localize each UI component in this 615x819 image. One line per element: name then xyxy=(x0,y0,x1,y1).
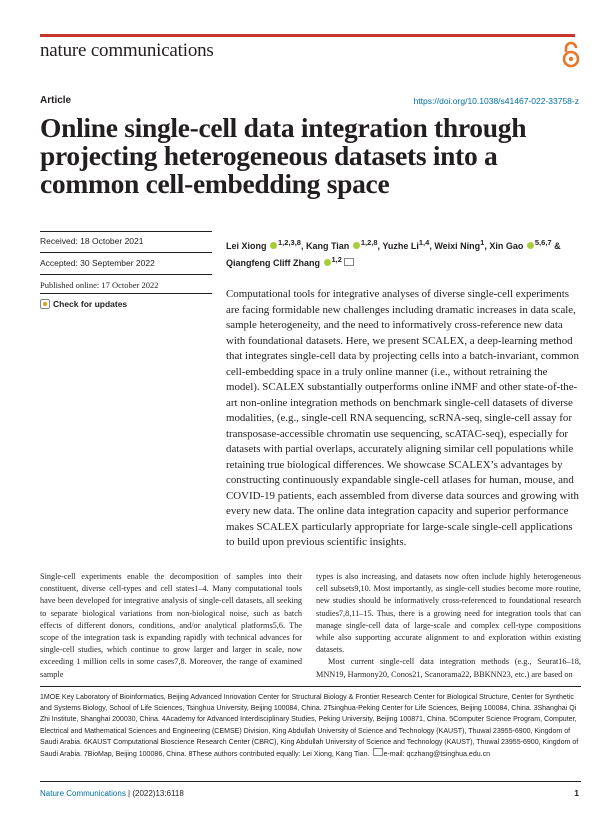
author-affil-sup: 1 xyxy=(480,238,485,247)
author-affil-sup: 1,2,3,8 xyxy=(278,238,301,247)
body-paragraph: Most current single-cell data integration methods (e.g., Seurat16–18, MNN19, Harmony20, Conos21, Scanorama22, BBKNN23, etc.) are based on xyxy=(316,657,581,679)
abstract: Computational tools for integrative analyses of diverse single-cell experiments are facing formidable new challenges including dramatic increases in data scale, sample heterogeneity, and the need to informatively cross-reference new data with foundational datasets. Here, we present SCALEX, a deep-learning method that integrates single-cell data by projecting cells into a batch-invariant, common cell-embedding space in a truly online manner (i.e., without retraining the model). SCALEX substantially outperforms online iNMF and other state-of-the-art non-online integration methods on benchmark single-cell datasets of diverse modalities, (e.g., single-cell RNA sequencing, scRNA-seq, single-cell assay for transposase-accessible chromatin use sequencing, scATAC-seq), especially for datasets with partial overlaps, accurately aligning similar cell populations while retaining true biological differences. We showcase SCALEX’s advantages by constructing continuously expandable single-cell atlases for human, mouse, and COVID-19 patients, each assembled from diverse data sources and growing with every new data. The online data integration capacity and superior performance makes SCALEX particularly appropriate for large-scale single-cell applications to build upon previous scientific insights. xyxy=(226,288,579,548)
email-icon xyxy=(373,748,383,756)
author-affil-sup: 5,6,7 xyxy=(534,238,552,247)
doi-link[interactable]: https://doi.org/10.1038/s41467-022-33758-z xyxy=(413,96,579,106)
footer-citation xyxy=(40,789,184,798)
footer-journal: Nature Communications xyxy=(40,789,126,798)
check-for-updates-button[interactable] xyxy=(40,299,127,309)
body-paragraph: types is also increasing, and datasets now often include highly heterogeneous cell subsets9,10. Most importantly, as single-cell studies become more routine, new studies should be informatively cross-referenced to foundational research studies7,8,11–15. Thus, there is a growing need for integration tools that can manage single-cell data of large-scale and complex cell-type compositions while also supporting accurate alignment to and exploration within existing datasets. xyxy=(316,572,581,655)
author-affil-sup: 1,4 xyxy=(418,238,430,247)
email-icon[interactable] xyxy=(344,258,354,266)
meta-divider xyxy=(40,274,212,275)
page-number: 1 xyxy=(574,788,579,798)
meta-divider xyxy=(40,293,212,294)
corresponding-email[interactable]: e-mail: qczhang@tsinghua.edu.cn xyxy=(383,751,491,759)
received-date: Received: 18 October 2021 xyxy=(40,236,144,246)
author-name[interactable]: Xin Gao xyxy=(489,241,524,251)
orcid-icon[interactable] xyxy=(527,242,534,249)
author-name[interactable]: Qiangfeng Cliff Zhang xyxy=(226,258,320,268)
author-list: Lei Xiong $^{1,2,3,8}$, Kang Tian $^{1,2,8}$, Yuzhe Li$^{1,4}$, Weixi Ning$^1$, Xin Gao $^{5,6,7}$ & Qiangfeng Cliff Zhang $^{1,2}$ xyxy=(226,238,561,268)
footer-volume: | (2022)13:6118 xyxy=(125,789,184,798)
article-title: Online single-cell data integration through projecting heterogeneous datasets into a common cell-embedding space xyxy=(40,112,527,199)
open-access-lock-icon xyxy=(561,41,581,69)
author-name[interactable]: Kang Tian xyxy=(305,241,350,251)
author-name[interactable]: Lei Xiong xyxy=(226,241,267,251)
published-date: Published online: 17 October 2022 xyxy=(40,280,159,290)
affiliations xyxy=(40,692,581,760)
header-rule xyxy=(40,34,575,37)
orcid-icon[interactable] xyxy=(353,242,360,249)
author-affil-sup: 1,2 xyxy=(331,255,342,264)
body-column-right xyxy=(316,571,581,681)
check-updates-label: Check for updates xyxy=(53,299,128,309)
author-affil-sup: 1,2,8 xyxy=(360,238,378,247)
footer-divider xyxy=(40,781,581,782)
orcid-icon[interactable] xyxy=(270,242,277,249)
author-name[interactable]: Yuzhe Li xyxy=(382,241,419,251)
orcid-icon[interactable] xyxy=(324,259,331,266)
accepted-date: Accepted: 30 September 2022 xyxy=(40,258,155,268)
body-column-left: Single-cell experiments enable the decomposition of samples into their constituent, diverse cell-types and cell states1–4. Many computational tools have been developed for integrative analysis of single-cell datasets, all seeking to separate biological variations from non-biological noise, such as batch effects of different donors, conditions, and/or analytical platforms5,6. The scope of the integration task is expanding rapidly with technical advances for single-cell studies, which continue to grow larger and larger in scale, now exceeding 1 million cells in some cases7,8. Moreover, the range of examined sample xyxy=(40,572,302,679)
article-type: Article xyxy=(40,95,72,106)
journal-name: nature communications xyxy=(40,40,214,61)
affiliations-divider xyxy=(40,686,581,687)
author-name[interactable]: Weixi Ning xyxy=(434,241,481,251)
meta-divider xyxy=(40,231,212,232)
check-updates-icon xyxy=(40,299,50,309)
meta-divider xyxy=(40,252,212,253)
affiliations-text: 1MOE Key Laboratory of Bioinformatics, Beijing Advanced Innovation Center for Structural Biology & Frontier Research Center for Biological Structure, Center for Synthetic and Systems Biology, School of Life Sciences, Tsinghua University, Beijing 100084, China. 2Tsinghua-Peking Center for Life Sciences, Beijing 100084, China. 3Shanghai Qi Zhi Institute, Shanghai 200030, China. 4Academy for Advanced Interdisciplinary Studies, Peking University, Beijing 100871, China. 5Computer Science Program, Computer, Electrical and Mathematical Sciences and Engineering (CEMSE) Division, King Abdullah University of Science and Technology (KAUST), Thuwal 23955-6900, Kingdom of Saudi Arabia. 6KAUST Computational Bioscience Research Center (CBRC), King Abdullah University of Science and Technology (KAUST), Thuwal 23955-6900, Kingdom of Saudi Arabia. 7BioMap, Beijing 100086, China. 8These authors contributed equally: Lei Xiong, Kang Tian. xyxy=(40,694,579,759)
